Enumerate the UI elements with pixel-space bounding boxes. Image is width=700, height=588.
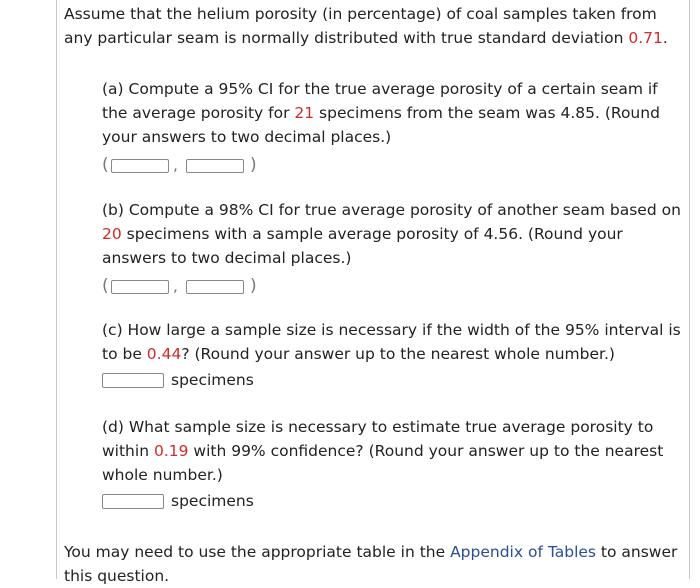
part-b	[102, 198, 687, 299]
part-b-prompt	[102, 198, 687, 270]
part-a-prompt	[102, 77, 687, 149]
intro-text: Assume that the helium porosity (in percentage) of coal samples taken from any particular seam is normally distributed with true standard deviation	[64, 5, 657, 47]
part-c-answer-row	[102, 368, 687, 392]
close-paren: )	[250, 155, 257, 175]
part-c-text-1: (c) How large a sample size is necessary if the width of the 95% interval is to be	[102, 321, 681, 363]
part-d-margin-value: 0.19	[153, 442, 189, 460]
open-paren: (	[102, 155, 109, 175]
part-a-lower-bound-input[interactable]	[111, 159, 169, 173]
part-b-sample-size: 20	[102, 225, 122, 243]
comma-separator: ,	[173, 156, 178, 174]
close-paren: )	[250, 276, 257, 296]
footer-note	[64, 540, 684, 588]
appendix-of-tables-link[interactable]: Appendix of Tables	[450, 543, 596, 561]
part-c-text-2: ? (Round your answer up to the nearest whole number.)	[181, 345, 615, 363]
part-b-upper-bound-input[interactable]	[186, 280, 244, 294]
part-d-answer-row	[102, 489, 687, 513]
part-b-ci-inputs	[102, 275, 687, 299]
footer-text-2: to answer this question.	[64, 543, 678, 585]
part-a-upper-bound-input[interactable]	[186, 159, 244, 173]
part-c-prompt	[102, 318, 687, 366]
part-d-text-2: with 99% confidence? (Round your answer up to the nearest whole number.)	[102, 442, 664, 484]
part-d-sample-size-input[interactable]	[102, 494, 164, 509]
part-b-text-1: (b) Compute a 98% CI for true average porosity of another seam based on	[102, 201, 681, 219]
part-a-text-1: (a) Compute a 95% CI for the true average porosity of a certain seam if the average porosity for	[102, 80, 658, 122]
part-b-text-2: specimens with a sample average porosity of 4.56. (Round your answers to two decimal places.)	[102, 225, 623, 267]
part-d-text-1: (d) What sample size is necessary to estimate true average porosity to within	[102, 418, 654, 460]
part-c	[102, 318, 687, 392]
part-d-prompt	[102, 415, 687, 487]
part-d-unit-label: specimens	[171, 492, 254, 510]
part-c-interval-width: 0.44	[146, 345, 182, 363]
standard-deviation-value: 0.71	[628, 29, 663, 47]
part-a-sample-size: 21	[294, 104, 315, 122]
comma-separator: ,	[173, 277, 178, 295]
part-b-lower-bound-input[interactable]	[111, 280, 169, 294]
part-a	[102, 77, 687, 178]
problem-intro	[64, 2, 684, 50]
intro-period: .	[662, 29, 668, 47]
part-c-unit-label: specimens	[171, 371, 254, 389]
part-a-text-2: specimens from the seam was 4.85. (Round your answers to two decimal places.)	[102, 104, 660, 146]
part-c-sample-size-input[interactable]	[102, 373, 164, 388]
footer-text-1: You may need to use the appropriate table in the	[64, 543, 451, 561]
open-paren: (	[102, 276, 109, 296]
part-a-ci-inputs	[102, 154, 687, 178]
part-d	[102, 415, 687, 513]
